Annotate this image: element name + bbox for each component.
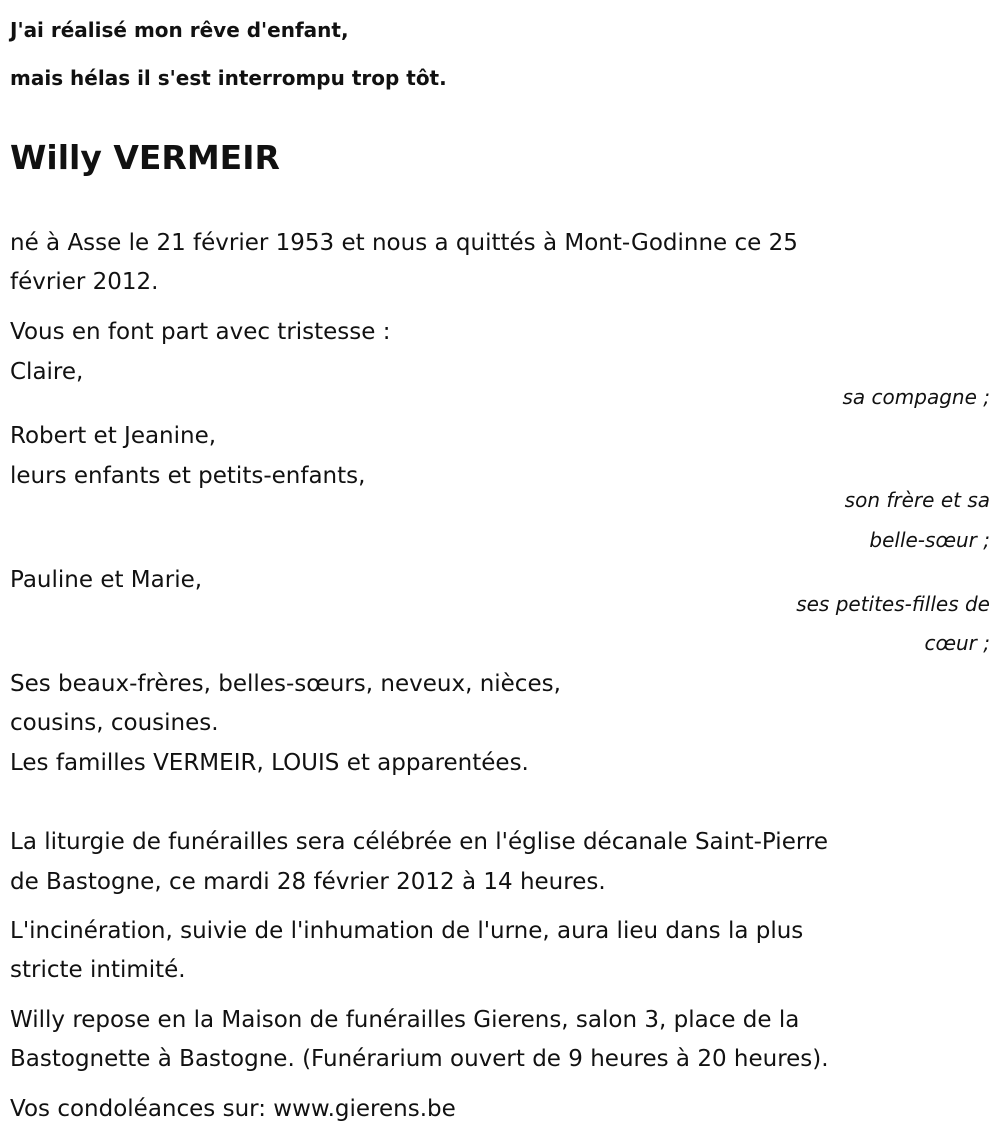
announce-text: Vous en font part avec tristesse : — [10, 319, 391, 345]
family-others-2: cousins, cousines. — [10, 710, 219, 736]
family-robert-role-2: belle-sœur ; — [869, 528, 990, 552]
quote-line-2: mais hélas il s'est interrompu trop tôt. — [10, 66, 447, 90]
liturgy-line-2: de Bastogne, ce mardi 28 février 2012 à 14 heures. — [10, 869, 606, 895]
family-robert-children: leurs enfants et petits-enfants, — [10, 463, 366, 489]
liturgy-line-1: La liturgie de funérailles sera célébrée en l'église décanale Saint-Pierre — [10, 829, 828, 855]
birth-line-2: février 2012. — [10, 269, 159, 295]
family-pauline: Pauline et Marie, — [10, 567, 203, 593]
family-pauline-role-2: cœur ; — [924, 631, 990, 655]
family-others-3: Les familles VERMEIR, LOUIS et apparentées. — [10, 750, 529, 776]
incineration-line-1: L'incinération, suivie de l'inhumation de l'urne, aura lieu dans la plus — [10, 918, 804, 944]
deceased-name: Willy VERMEIR — [10, 138, 280, 177]
repose-line-1: Willy repose en la Maison de funérailles Gierens, salon 3, place de la — [10, 1007, 800, 1033]
incineration-line-2: stricte intimité. — [10, 957, 186, 983]
repose-line-2: Bastognette à Bastogne. (Funérarium ouvert de 9 heures à 20 heures). — [10, 1046, 829, 1072]
family-others-1: Ses beaux-frères, belles-sœurs, neveux, nièces, — [10, 671, 561, 697]
family-claire-role: sa compagne ; — [842, 385, 990, 409]
family-pauline-role-1: ses petites-filles de — [796, 592, 990, 616]
family-robert: Robert et Jeanine, — [10, 423, 217, 449]
family-robert-role-1: son frère et sa — [844, 488, 990, 512]
quote-line-1: J'ai réalisé mon rêve d'enfant, — [10, 18, 349, 42]
condolences-text: Vos condoléances sur: www.gierens.be — [10, 1096, 456, 1122]
family-claire: Claire, — [10, 359, 84, 385]
birth-line-1: né à Asse le 21 février 1953 et nous a quittés à Mont-Godinne ce 25 — [10, 230, 798, 256]
